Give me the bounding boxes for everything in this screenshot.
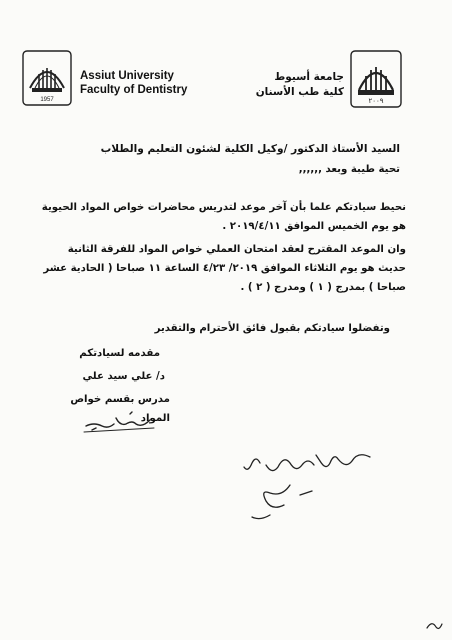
submitted-by: مقدمه لسيادتكم — [79, 348, 160, 359]
paragraph-1: نحيط سيادتكم علما بأن آخر موعد لتدريس محاضرات خواص المواد الحيوية هو يوم الخميس الموافق ٢٠١٩/٤/١١ . — [41, 202, 406, 232]
svg-text:1957: 1957 — [40, 97, 54, 103]
addressee-line: السيد الأستاذ الدكتور /وكيل الكلية لشئون التعليم والطلاب — [100, 143, 400, 155]
faculty-name-en: Faculty of Dentistry — [80, 84, 188, 96]
university-name-ar: جامعة أسيوط — [274, 71, 344, 83]
university-name-en: Assiut University — [80, 70, 174, 82]
signer-name: د/ علي سيد علي — [82, 371, 165, 382]
signer-title: مدرس بقسم خواص المواد — [70, 394, 170, 424]
faculty-name-ar: كلية طب الأسنان — [255, 86, 344, 98]
university-logo — [350, 50, 402, 108]
handwritten-signature — [80, 402, 160, 436]
handwritten-approval-note — [230, 445, 380, 530]
svg-text:٢٠٠٩: ٢٠٠٩ — [368, 97, 384, 105]
closing-line: وتفضلوا سيادتكم بقبول فائق الأحترام والتقدير — [154, 323, 390, 334]
greeting-line: تحية طيبة وبعد ,,,,,, — [298, 164, 400, 175]
faculty-logo — [22, 50, 72, 106]
corner-mark — [424, 618, 444, 632]
paragraph-2: وان الموعد المقترح لعقد امتحان العملي خواص المواد للفرقة الثانية حديث هو يوم الثلاثاء الموافق ٢٠١٩/ ٤/٢٣ الساعة ١١ صباحا ( الحادية عشر صباحا ) بمدرج ( ١ ) ومدرج ( ٢ ) . — [43, 244, 406, 293]
